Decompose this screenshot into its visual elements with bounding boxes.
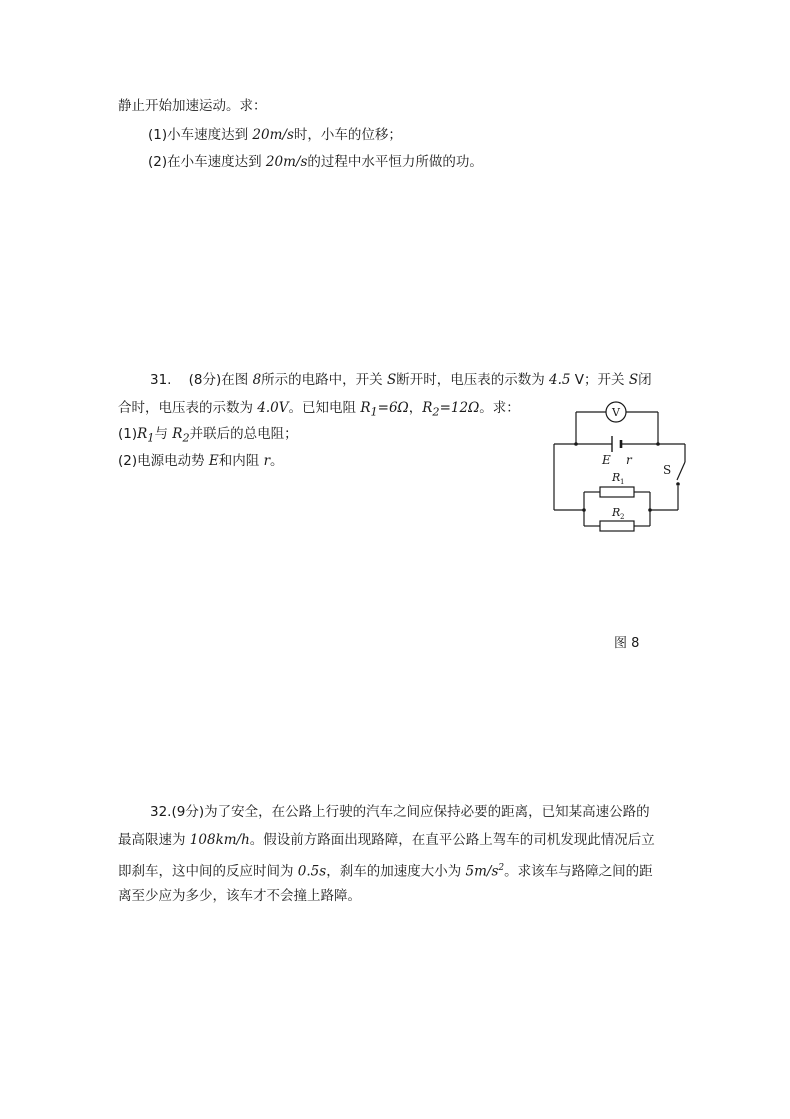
switch-label: S (663, 463, 672, 477)
p32-line-2: 最高限速为 108km/h。假设前方路面出现路障，在直平公路上驾车的司机发现此情况后立 (118, 832, 655, 848)
r2-label: R (612, 506, 621, 519)
voltmeter-label: V (612, 406, 620, 419)
resistor-r2-symbol (600, 521, 634, 531)
emf-label: E (602, 453, 611, 467)
circuit-diagram (540, 400, 700, 540)
p30-intro: 静止开始加速运动。求： (118, 98, 267, 114)
p32-line-4: 离至少应为多少，该车才不会撞上路障。 (118, 888, 361, 904)
p32-line-3: 即刹车，这中间的反应时间为 0.5s，刹车的加速度大小为 $5m/s^2$。求该车与路障之间的距 (118, 863, 653, 880)
p31-line-1: 31. (8分)在图 8所示的电路中，开关 S断开时，电压表的示数为 4.5 V；开关 S闭 (150, 372, 652, 388)
p30-question-1: (1)小车速度达到 20m/s时，小车的位移； (148, 127, 402, 143)
p32-line-1: 32.(9分)为了安全，在公路上行驶的汽车之间应保持必要的距离，已知某高速公路的 (150, 804, 650, 820)
r1-sub-label: 1 (620, 478, 625, 486)
internal-r-label: r (626, 453, 632, 467)
junction-dot (582, 508, 586, 512)
junction-dot (574, 442, 578, 446)
p31-question-1: $(1)R_1$与 $R_2$并联后的总电阻； (118, 426, 298, 445)
p31-line-2: 合时，电压表的示数为 4.0V。已知电阻 $R_1=6\Omega$，$R_2=12\Omega$。求： (118, 400, 520, 419)
junction-dot (656, 442, 660, 446)
switch-contact-dot (676, 482, 680, 486)
p31-question-2: (2)电源电动势 E和内阻 r。 (118, 453, 284, 469)
junction-dot (648, 508, 652, 512)
r1-label: R (612, 471, 621, 484)
p30-question-2: (2)在小车速度达到 20m/s的过程中水平恒力所做的功。 (148, 154, 483, 170)
r2-sub-label: 2 (620, 513, 625, 521)
resistor-r1-symbol (600, 487, 634, 497)
switch-symbol (677, 462, 685, 480)
figure-caption: 图 8 (614, 636, 640, 651)
